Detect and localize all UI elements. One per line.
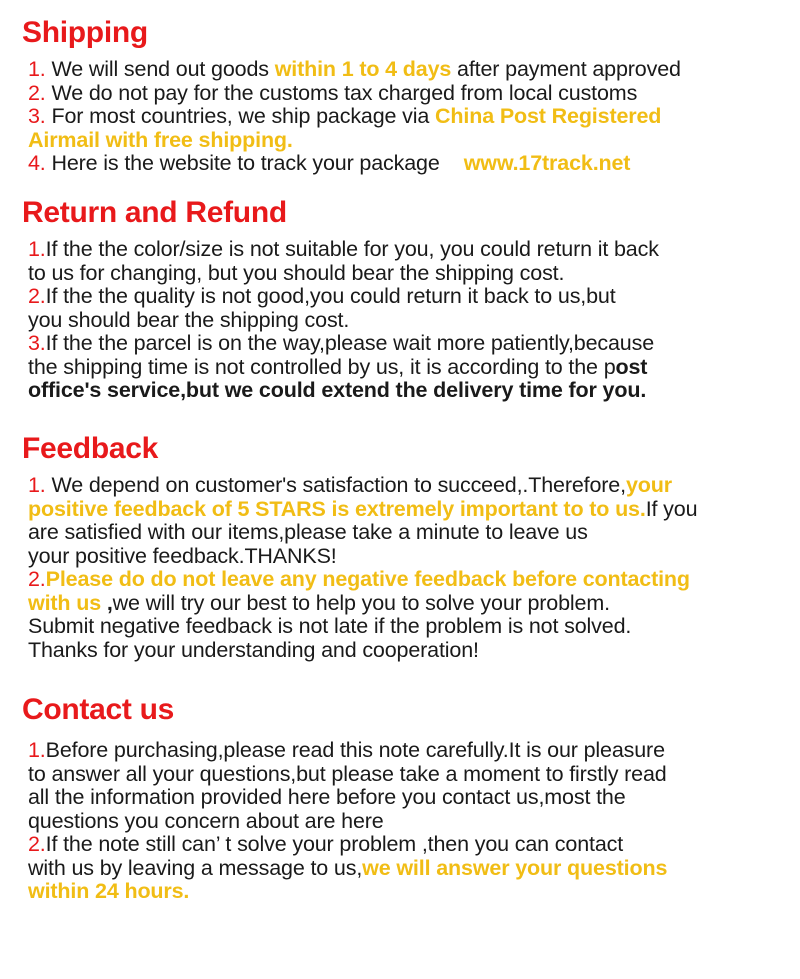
contact-item-1-cont2 [28, 786, 792, 810]
item-text: Submit negative feedback is not late if the problem is not solved. [28, 614, 632, 638]
item-text: If the note still can’ t solve your problem ,then you can contact [45, 832, 624, 856]
feedback-item-2-cont [28, 592, 792, 616]
item-text: We do not pay for the customs tax charged from local customs [45, 80, 638, 105]
item-text: Here is the website to track your package [45, 151, 440, 175]
contact-list [28, 739, 792, 904]
contact-item-1-cont [28, 763, 792, 787]
item-number: 1. [28, 473, 46, 497]
contact-item-1-cont3 [28, 810, 792, 834]
item-text: If you [645, 496, 698, 521]
shipping-item-3 [28, 105, 792, 129]
item-text: after payment approved [451, 57, 681, 81]
tracking-url: www.17track.net [463, 151, 631, 175]
return-heading: Return and Refund [22, 196, 287, 229]
highlight-text: your [625, 473, 672, 497]
return-list [28, 238, 792, 403]
contact-section [22, 693, 792, 904]
highlight-text: within 1 to 4 days [274, 57, 452, 81]
feedback-heading: Feedback [22, 432, 158, 465]
item-number: 3. [28, 104, 46, 128]
item-text: to answer all your questions,but please take a moment to firstly read [28, 761, 667, 786]
highlight-text: China Post Registered [435, 104, 662, 128]
shipping-list [28, 58, 792, 176]
item-text: we will try our best to help you to solve your problem. [112, 590, 610, 615]
item-number: 2. [28, 284, 46, 308]
feedback-item-2 [28, 568, 792, 592]
item-text: If the the parcel is on the way,please wait more patiently,because [45, 331, 655, 355]
bold-text: , [101, 590, 113, 615]
item-number: 3. [28, 331, 46, 355]
highlight-text: within 24 hours. [28, 879, 190, 903]
item-number: 1. [28, 237, 46, 261]
contact-heading: Contact us [22, 693, 175, 726]
feedback-list [28, 474, 792, 662]
return-item-2-cont [28, 309, 792, 333]
item-number: 1. [28, 57, 46, 81]
contact-item-2 [28, 833, 792, 857]
item-number: 2. [28, 80, 46, 105]
return-item-3 [28, 332, 792, 356]
feedback-item-1-cont3 [28, 545, 792, 569]
item-text: If the the quality is not good,you could return it back to us,but [45, 284, 616, 308]
shipping-item-3-cont [28, 129, 792, 153]
highlight-text: with us [28, 590, 102, 615]
item-text: Before purchasing,please read this note carefully.It is our pleasure [45, 738, 665, 762]
feedback-item-2-cont2 [28, 615, 792, 639]
item-text: are satisfied with our items,please take a minute to leave us [28, 520, 588, 544]
contact-item-2-cont [28, 857, 792, 881]
shipping-item-2 [28, 82, 792, 106]
return-item-3-cont2 [28, 379, 792, 403]
item-text: your positive feedback.THANKS! [28, 543, 337, 568]
bold-text: ost [615, 354, 648, 379]
highlight-text: Please do do not leave any negative feedback before contacting [45, 567, 690, 591]
item-text: We will send out goods [45, 57, 275, 81]
return-section [22, 196, 792, 403]
item-text: with us by leaving a message to us, [28, 855, 363, 880]
item-text: If the the color/size is not suitable for you, you could return it back [45, 237, 659, 261]
highlight-text: we will answer your questions [362, 855, 668, 880]
return-item-2 [28, 285, 792, 309]
item-number: 2. [28, 567, 46, 591]
feedback-item-1-cont2 [28, 521, 792, 545]
item-text: questions you concern about are here [28, 808, 384, 833]
return-item-1 [28, 238, 792, 262]
shipping-item-1 [28, 58, 792, 82]
highlight-text: Airmail with free shipping. [28, 127, 293, 152]
item-text: For most countries, we ship package via [45, 104, 436, 128]
shipping-item-4 [28, 152, 792, 176]
feedback-section [22, 432, 792, 662]
item-text: to us for changing, but you should bear the shipping cost. [28, 260, 565, 285]
bold-text: office's service,but we could extend the delivery time for you. [28, 378, 647, 402]
item-text: the shipping time is not controlled by us, it is according to the p [28, 354, 616, 379]
item-text: We depend on customer's satisfaction to succeed,.Therefore, [45, 473, 626, 497]
feedback-item-1-cont [28, 498, 792, 522]
feedback-item-1 [28, 474, 792, 498]
item-number: 2. [28, 832, 46, 856]
contact-item-2-cont2 [28, 880, 792, 904]
feedback-item-2-cont3 [28, 639, 792, 663]
item-text: Thanks for your understanding and cooperation! [28, 637, 479, 662]
contact-item-1 [28, 739, 792, 763]
highlight-text: positive feedback of 5 STARS is extremely important to to us. [28, 496, 646, 521]
return-item-1-cont [28, 262, 792, 286]
item-text: all the information provided here before you contact us,most the [28, 785, 626, 809]
shipping-section [22, 16, 792, 176]
return-item-3-cont [28, 356, 792, 380]
shipping-heading: Shipping [22, 16, 148, 49]
item-number: 4. [28, 151, 46, 175]
item-text: you should bear the shipping cost. [28, 307, 350, 332]
item-number: 1. [28, 738, 46, 762]
